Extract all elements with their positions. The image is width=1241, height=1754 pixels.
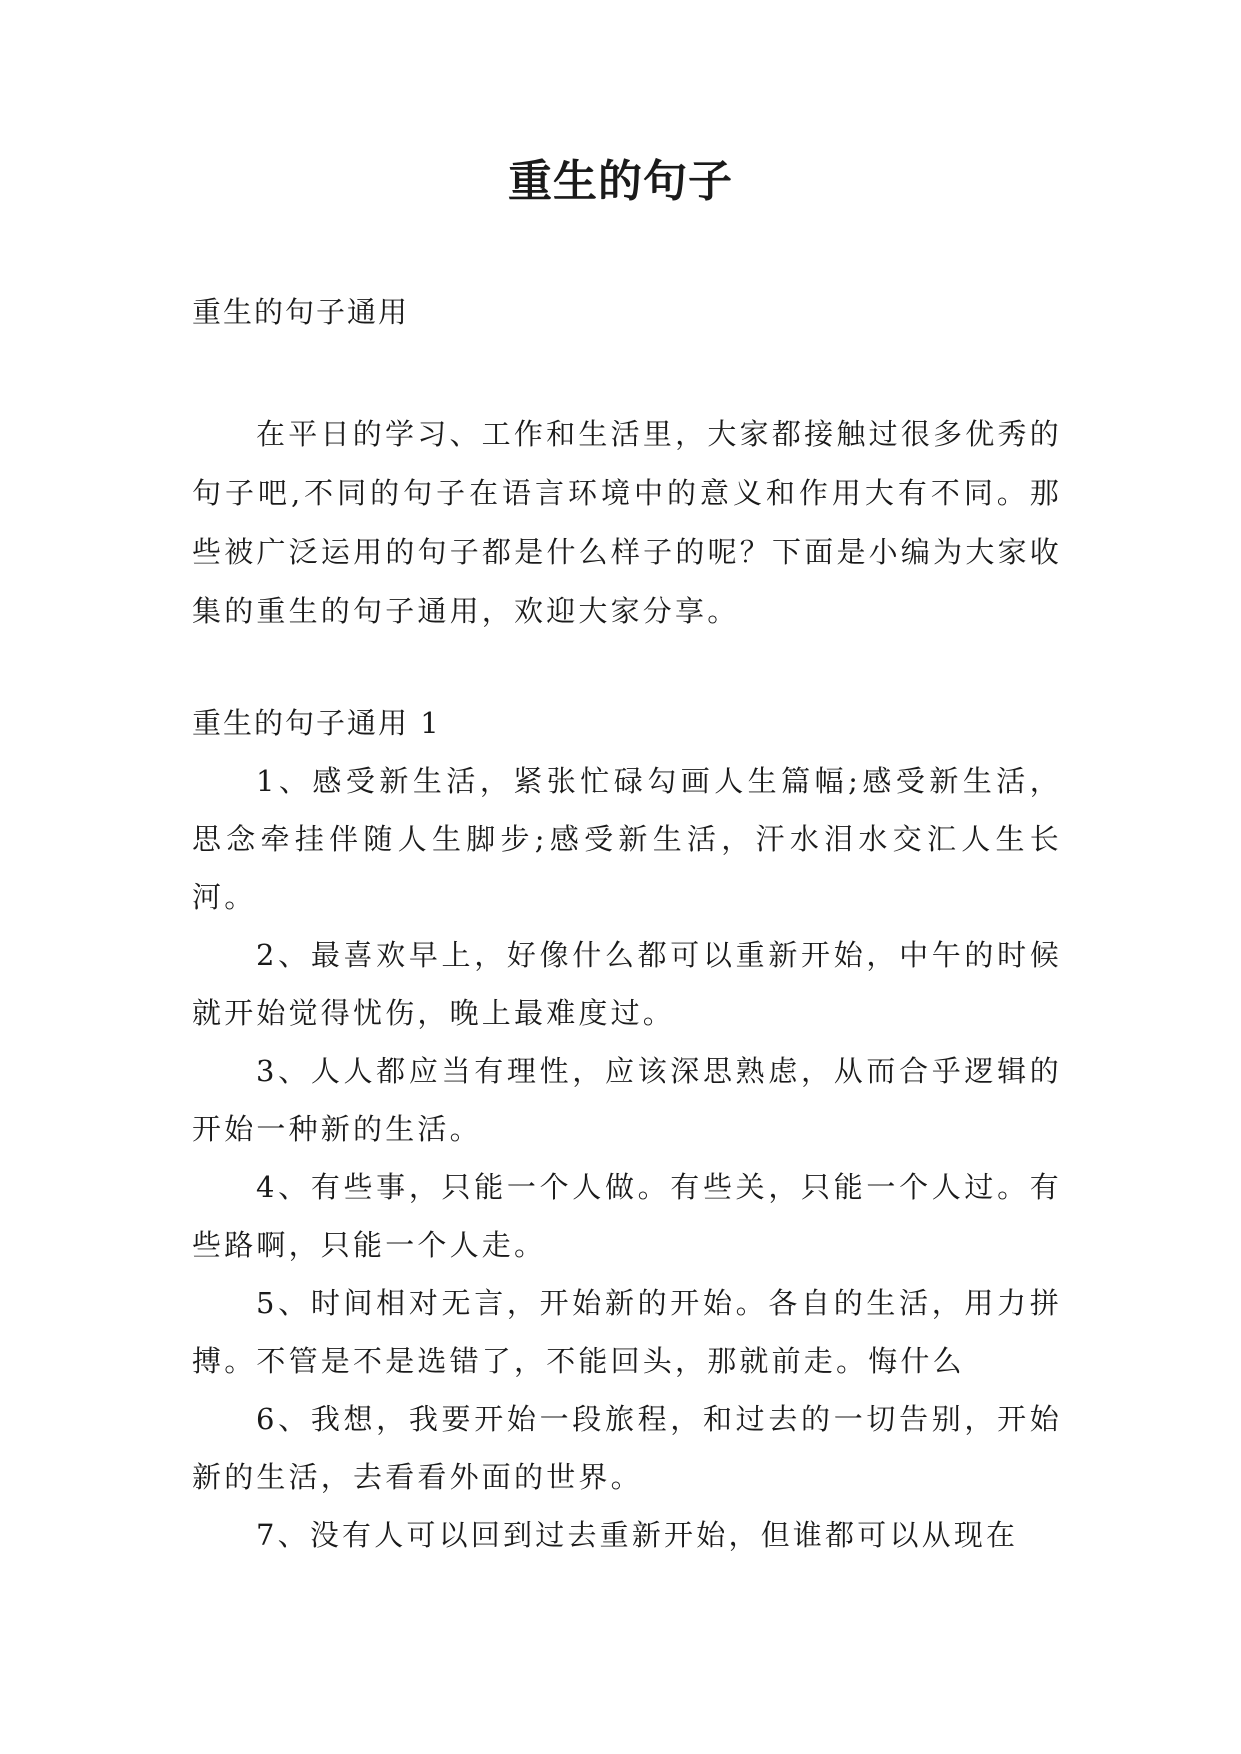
sentence-item: 5、时间相对无言，开始新的开始。各自的生活，用力拼搏。不管是不是选错了，不能回头，那就前走。悔什么 — [192, 1286, 1062, 1378]
sentence-item: 4、有些事，只能一个人做。有些关，只能一个人过。有些路啊，只能一个人走。 — [192, 1170, 1062, 1262]
intro-paragraph: 在平日的学习、工作和生活里，大家都接触过很多优秀的句子吧,不同的句子在语言环境中的意义和作用大有不同。那些被广泛运用的句子都是什么样子的呢？下面是小编为大家收集的重生的句子通用，欢迎大家分享。 — [192, 417, 1062, 628]
sentence-list — [192, 752, 1062, 1564]
document-subtitle: 重生的句子通用 — [192, 295, 410, 329]
sentence-item: 7、没有人可以回到过去重新开始，但谁都可以从现在 — [256, 1518, 1019, 1552]
sentence-item: 3、人人都应当有理性，应该深思熟虑，从而合乎逻辑的开始一种新的生活。 — [192, 1054, 1062, 1146]
sentence-item: 6、我想，我要开始一段旅程，和过去的一切告别，开始新的生活，去看看外面的世界。 — [192, 1402, 1062, 1494]
document-title: 重生的句子 — [508, 156, 733, 207]
sentence-item: 2、最喜欢早上，好像什么都可以重新开始，中午的时候就开始觉得忧伤，晚上最难度过。 — [192, 938, 1062, 1030]
section-heading: 重生的句子通用 1 — [192, 706, 441, 740]
sentence-item: 1、感受新生活，紧张忙碌勾画人生篇幅;感受新生活，思念牵挂伴随人生脚步;感受新生活，汗水泪水交汇人生长河。 — [192, 764, 1062, 914]
